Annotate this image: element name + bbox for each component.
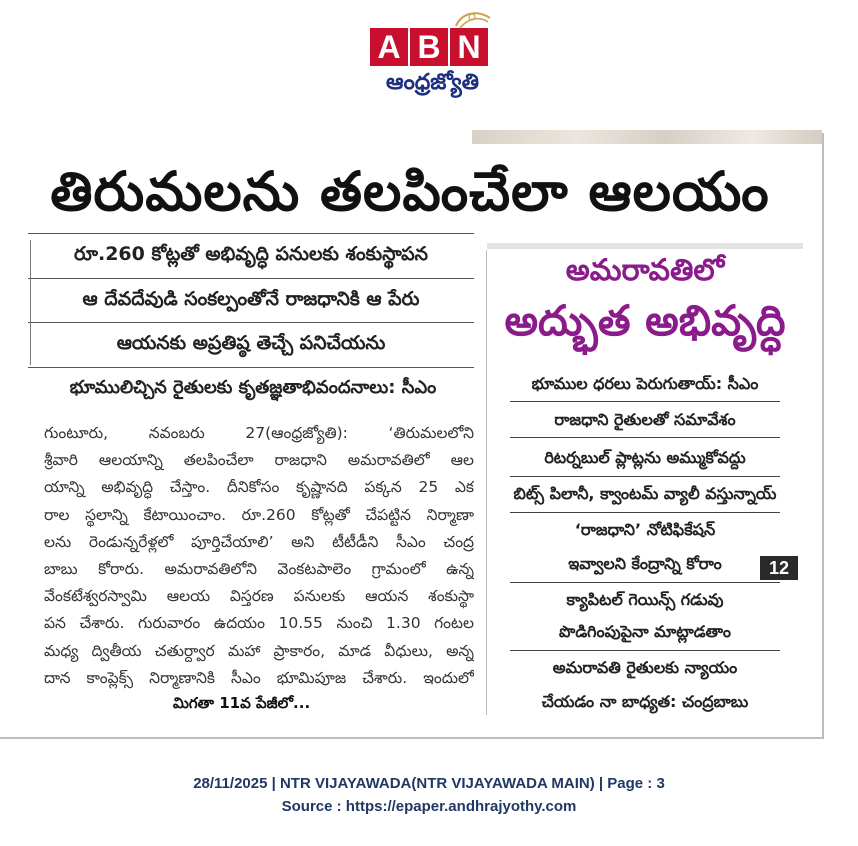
body-line: దాన కాంప్లెక్స్ నిర్మాణానికి సీఎం భూమిపూజ చేశారు. ఇందులో [44,668,474,687]
body-line: రాల స్థలాన్ని కేటాయించాం. రూ.260 కోట్లతో చేపట్టిన నిర్మాణా [44,505,474,524]
sidebar-rule [510,512,780,513]
article-body [44,420,474,692]
logo-letter-a: A [370,28,408,66]
sidebar-line: భూముల ధరలు పెరుగుతాయ్: సీఎం [531,374,759,393]
sidebar-line: ఇవ్వాలని కేంద్రాన్ని కోరాం [568,554,722,573]
sidebar-rule [510,476,780,477]
article-headline: తిరుమలను తలపించేలా ఆలయం [50,160,770,223]
sidebar-line: రాజధాని రైతులతో సమావేశం [554,410,736,429]
abn-letters [370,28,488,66]
sidebar-line: రిటర్నబుల్ ప్లాట్లను అమ్ముకోవద్దు [544,448,746,467]
body-line: బాబు కోరారు. అమరావతిలోని వెంకటపాలెం గ్రామంలో ఉన్న [44,560,474,579]
body-line: శ్రీవారి ఆలయాన్ని తలపించేలా రాజధాని అమరావతిలో ఆల [44,451,474,470]
deck-line-1: రూ.260 కోట్లతో అభివృద్ధి పనులకు శంకుస్థాపన [74,243,428,265]
sidebar-line: పొడిగింపుపైనా మాట్లాడతాం [559,622,731,641]
footer-source[interactable]: Source : https://epaper.andhrajyothy.com [281,798,577,815]
body-line: లను రెండున్నరేళ్లలో పూర్తిచేయాలి’ అని టీటీడీని సీఎం చంద్ర [44,532,474,551]
deck-line-4: భూములిచ్చిన రైతులకు కృతజ్ఞతాభివందనాలు: సీఎం [69,377,437,398]
deck-rule [28,278,474,279]
sidebar-title-line-1: అమరావతిలో [565,253,725,288]
body-line: యాన్ని అభివృద్ధి చేస్తాం. దీనికోసం కృష్ణానది పక్కన 25 ఎక [44,478,474,497]
body-line: మధ్య ద్వితీయ చతుర్ద్వార మహా ప్రాకారం, మాడ వీధులు, అన్న [44,641,474,660]
footer-date-edition: 28/11/2025 | NTR VIJAYAWADA(NTR VIJAYAWADA MAIN) | Page : 3 [193,775,665,792]
sidebar-line: ‘రాజధాని’ నోటిఫికేషన్ [574,520,716,539]
sidebar-line: చేయడం నా బాధ్యత: చంద్రబాబు [541,692,749,711]
deck-line-3: ఆయనకు అప్రతిష్ఠ తెచ్చే పనిచేయను [116,332,386,354]
sidebar-rule [510,582,780,583]
sidebar-title-line-2: అద్భుత అభివృద్ధి [504,296,786,345]
sidebar-rule [510,437,780,438]
abn-andhrajyothy-logo [370,8,495,103]
sidebar-rule [510,650,780,651]
logo-letter-n: N [450,28,488,66]
sidebar-line: క్యాపిటల్ గెయిన్స్ గడువు [566,590,724,609]
body-line: వేంకటేశ్వరస్వామి ఆలయ విస్తరణ పనులకు ఆయన శంకుస్థా [44,587,474,606]
body-line: గుంటూరు, నవంబరు 27(ఆంధ్రజ్యోతి): ‘తిరుమలలోని [44,424,474,442]
deck-rule [28,322,474,323]
deck-line-2: ఆ దేవదేవుడి సంకల్పంతోనే రాజధానికి ఆ పేరు [82,288,420,310]
logo-swirl-icon [452,8,494,30]
sidebar-rule [510,401,780,402]
sidebar-line: అమరావతి రైతులకు న్యాయం [552,658,738,677]
deck-rule [28,233,474,234]
continued-note: మిగతా 11వ పేజీలో... [173,694,311,712]
body-line: పన చేశారు. గురువారం ఉదయం 10.55 నుంచి 1.30 గంటల [44,614,474,633]
sidebar-line: బిట్స్ పిలానీ, క్వాంటమ్ వ్యాలీ వస్తున్నాయ్ [513,484,777,503]
logo-letter-b: B [410,28,448,66]
page-number-badge: 12 [760,556,798,580]
deck-rule [28,367,474,368]
logo-telugu-name: ఆంధ్రజ్యోతి [386,70,479,95]
